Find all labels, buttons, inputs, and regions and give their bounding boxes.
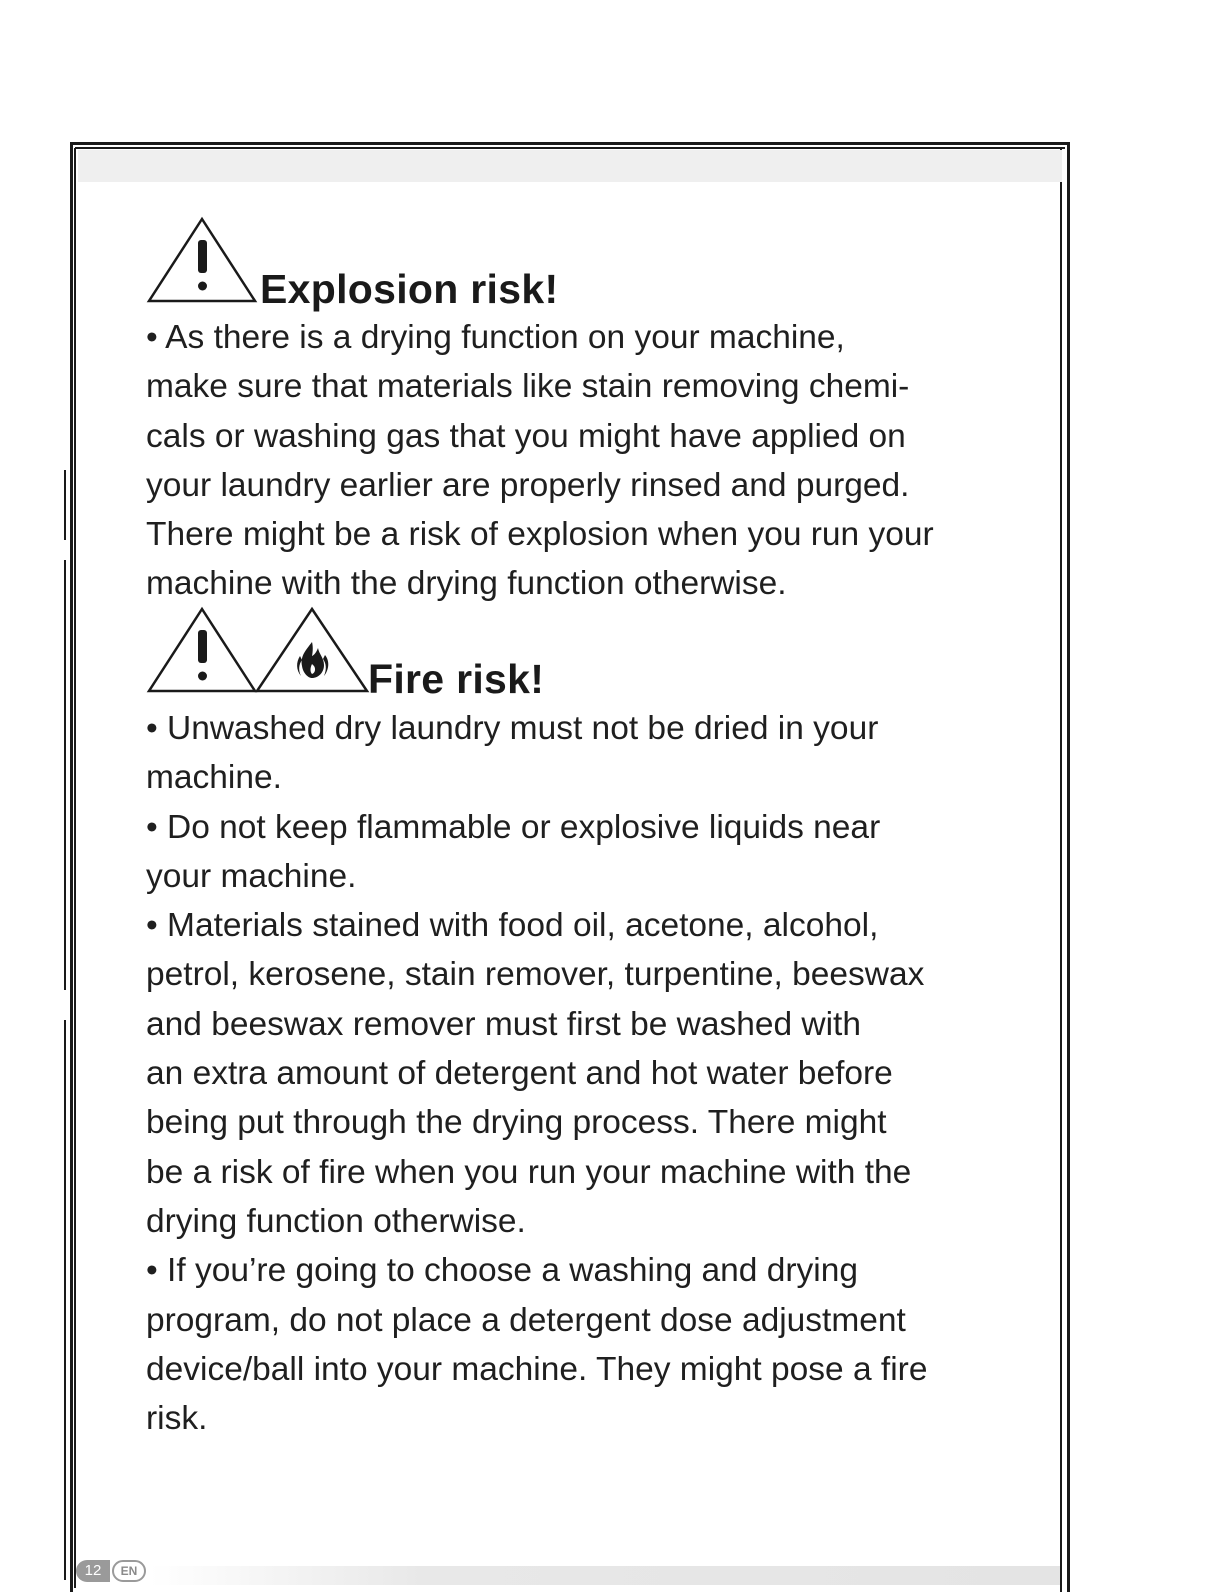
fire-triangle-icon bbox=[254, 606, 370, 694]
warning-triangle-icon bbox=[146, 216, 258, 304]
text-line: an extra amount of detergent and hot water before bbox=[146, 1055, 893, 1093]
text-line: • Do not keep flammable or explosive liquids near bbox=[146, 808, 881, 846]
text-line: your laundry earlier are properly rinsed and purged. bbox=[146, 466, 910, 504]
text-line: make sure that materials like stain removing chemi- bbox=[146, 368, 910, 406]
header-band bbox=[78, 150, 1062, 182]
text-line: program, do not place a detergent dose adjustment bbox=[146, 1301, 906, 1339]
text-line: machine with the drying function otherwise. bbox=[146, 565, 787, 603]
text-line: machine. bbox=[146, 759, 282, 797]
text-line: be a risk of fire when you run your machine with the bbox=[146, 1153, 912, 1191]
page-number: 12 bbox=[76, 1560, 110, 1582]
text-line: • As there is a drying function on your machine, bbox=[146, 319, 845, 356]
footer-band bbox=[150, 1566, 1060, 1585]
edge-mark bbox=[64, 470, 66, 540]
text-line: There might be a risk of explosion when you run your bbox=[146, 516, 934, 554]
text-line: cals or washing gas that you might have applied on bbox=[146, 417, 906, 455]
fire-heading bbox=[146, 606, 545, 702]
explosion-heading-text: Explosion risk! bbox=[260, 266, 559, 312]
language-badge: EN bbox=[112, 1560, 146, 1582]
frame-inner-line bbox=[74, 148, 76, 1588]
fire-heading-text: Fire risk! bbox=[368, 656, 545, 702]
fire-text bbox=[146, 704, 1026, 1443]
edge-mark bbox=[64, 560, 66, 990]
text-line: being put through the drying process. There might bbox=[146, 1104, 887, 1142]
explosion-text bbox=[146, 313, 1026, 609]
text-line: and beeswax remover must first be washed with bbox=[146, 1005, 861, 1043]
page-number-badge bbox=[76, 1560, 146, 1582]
edge-mark bbox=[64, 1020, 66, 1580]
text-line: • Unwashed dry laundry must not be dried in your bbox=[146, 710, 879, 747]
warning-triangle-icon bbox=[146, 606, 258, 694]
text-line: your machine. bbox=[146, 857, 357, 895]
text-line: petrol, kerosene, stain remover, turpentine, beeswax bbox=[146, 956, 925, 994]
text-line: risk. bbox=[146, 1400, 208, 1438]
text-line: • Materials stained with food oil, acetone, alcohol, bbox=[146, 907, 879, 945]
text-line: • If you’re going to choose a washing and drying bbox=[146, 1252, 858, 1290]
text-line: device/ball into your machine. They might pose a fire bbox=[146, 1350, 928, 1388]
explosion-heading bbox=[146, 216, 559, 312]
text-line: drying function otherwise. bbox=[146, 1202, 526, 1240]
